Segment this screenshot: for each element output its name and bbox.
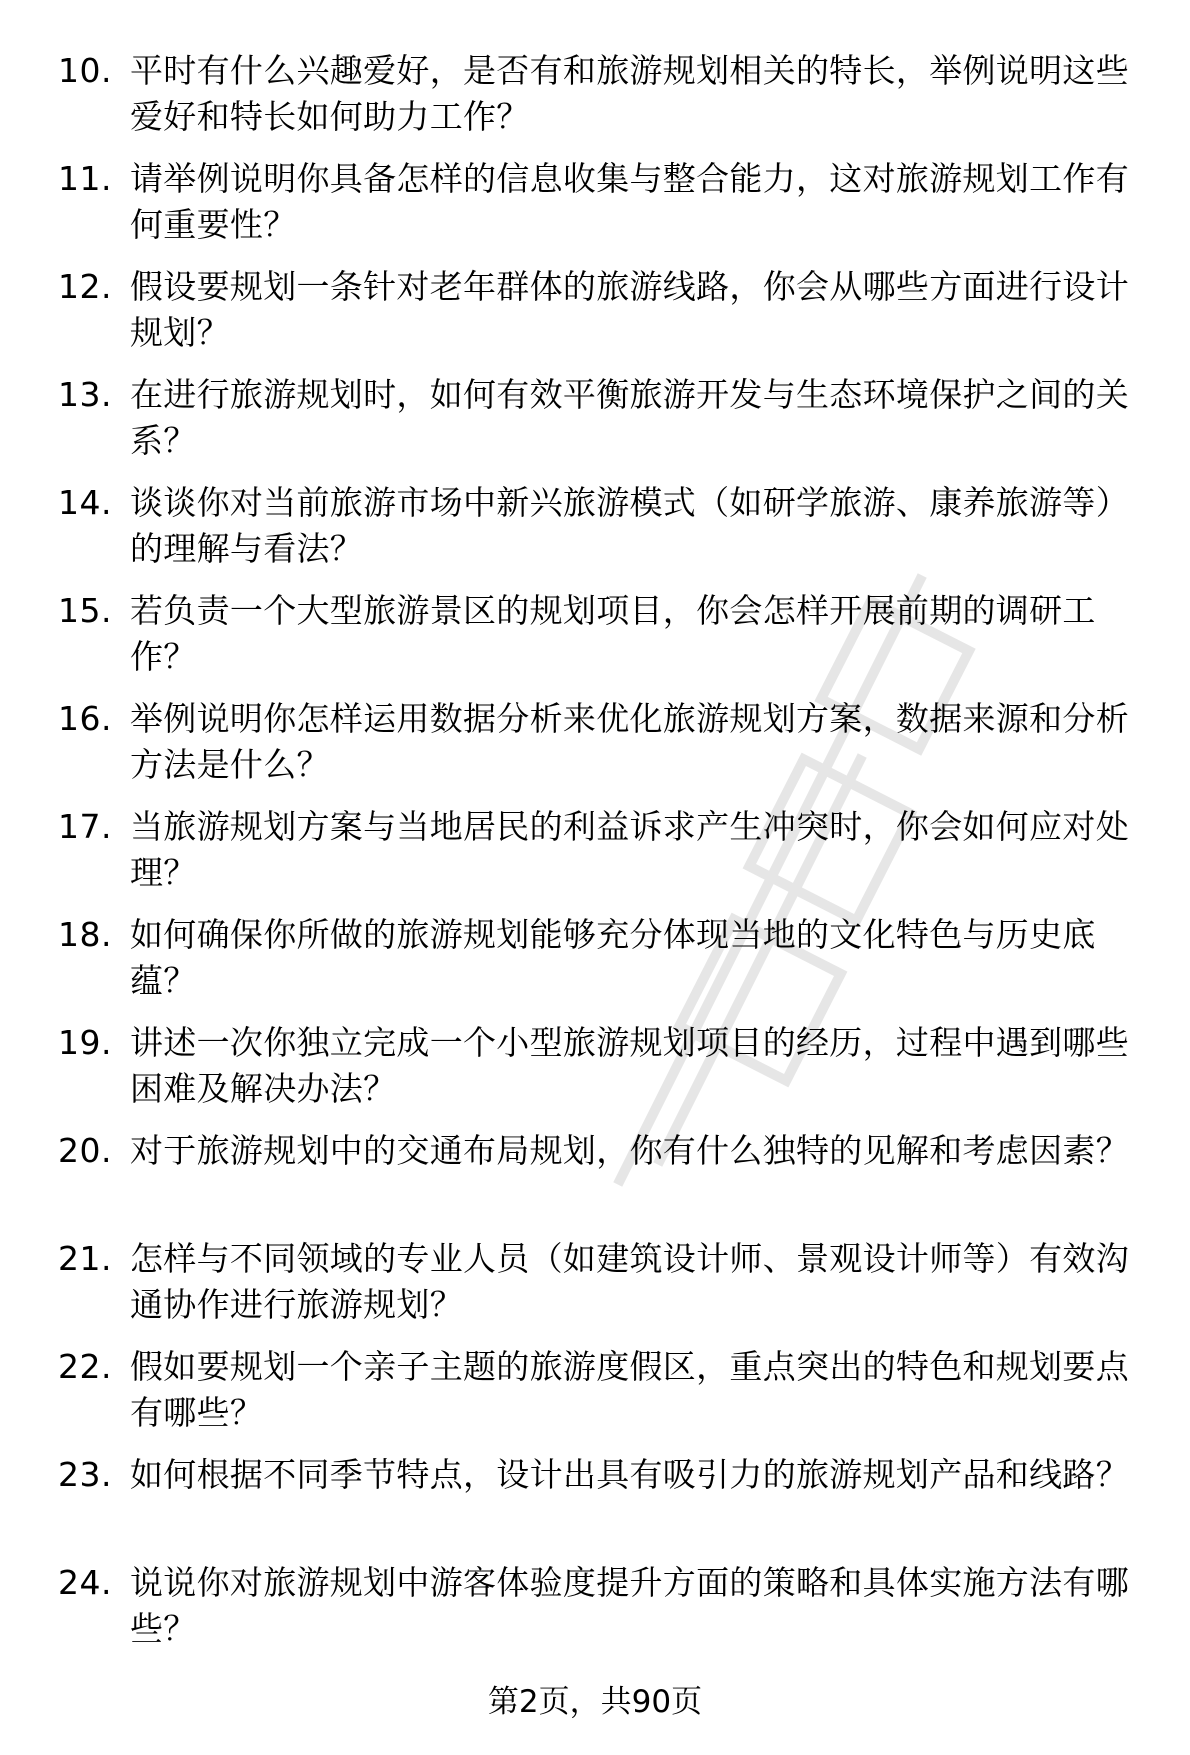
question-item [58, 1452, 1148, 1560]
question-text: 对于旅游规划中的交通布局规划，你有什么独特的见解和考虑因素？ [130, 1131, 1129, 1170]
question-text: 请举例说明你具备怎样的信息收集与整合能力，这对旅游规划工作有何重要性？ [130, 159, 1129, 244]
question-number: 20. [58, 1131, 112, 1170]
question-item [58, 264, 1148, 372]
question-number: 22. [58, 1347, 112, 1386]
question-number: 11. [58, 159, 112, 198]
question-list [58, 48, 1148, 1668]
question-item [58, 804, 1148, 912]
question-text: 在进行旅游规划时，如何有效平衡旅游开发与生态环境保护之间的关系？ [130, 375, 1129, 460]
question-text: 说说你对旅游规划中游客体验度提升方面的策略和具体实施方法有哪些？ [130, 1563, 1129, 1648]
question-item [58, 912, 1148, 1020]
question-item [58, 372, 1148, 480]
question-text: 如何确保你所做的旅游规划能够充分体现当地的文化特色与历史底蕴？ [130, 915, 1096, 1000]
question-number: 15. [58, 591, 112, 630]
question-item [58, 1020, 1148, 1128]
question-item [58, 588, 1148, 696]
question-text: 假设要规划一条针对老年群体的旅游线路，你会从哪些方面进行设计规划？ [130, 267, 1129, 352]
question-item [58, 1128, 1148, 1236]
question-text: 如何根据不同季节特点，设计出具有吸引力的旅游规划产品和线路？ [130, 1455, 1129, 1494]
question-item [58, 1344, 1148, 1452]
question-text: 假如要规划一个亲子主题的旅游度假区，重点突出的特色和规划要点有哪些？ [130, 1347, 1129, 1432]
question-number: 18. [58, 915, 112, 954]
question-number: 14. [58, 483, 112, 522]
question-number: 19. [58, 1023, 112, 1062]
question-text: 举例说明你怎样运用数据分析来优化旅游规划方案，数据来源和分析方法是什么？ [130, 699, 1129, 784]
question-number: 21. [58, 1239, 112, 1278]
question-item [58, 480, 1148, 588]
question-number: 13. [58, 375, 112, 414]
question-text: 平时有什么兴趣爱好，是否有和旅游规划相关的特长，举例说明这些爱好和特长如何助力工作？ [130, 51, 1129, 136]
question-item [58, 1560, 1148, 1668]
question-number: 17. [58, 807, 112, 846]
question-number: 23. [58, 1455, 112, 1494]
question-text: 讲述一次你独立完成一个小型旅游规划项目的经历，过程中遇到哪些困难及解决办法？ [130, 1023, 1129, 1108]
question-number: 24. [58, 1563, 112, 1602]
question-text: 谈谈你对当前旅游市场中新兴旅游模式（如研学旅游、康养旅游等）的理解与看法？ [130, 483, 1129, 568]
question-text: 当旅游规划方案与当地居民的利益诉求产生冲突时，你会如何应对处理？ [130, 807, 1129, 892]
question-item [58, 48, 1148, 156]
question-number: 16. [58, 699, 112, 738]
page-number: 第2页，共90页 [487, 1684, 703, 1720]
question-item [58, 156, 1148, 264]
question-number: 12. [58, 267, 112, 306]
question-item [58, 1236, 1148, 1344]
question-number: 10. [58, 51, 112, 90]
question-text: 怎样与不同领域的专业人员（如建筑设计师、景观设计师等）有效沟通协作进行旅游规划？ [130, 1239, 1129, 1324]
question-item [58, 696, 1148, 804]
question-text: 若负责一个大型旅游景区的规划项目，你会怎样开展前期的调研工作？ [130, 591, 1096, 676]
